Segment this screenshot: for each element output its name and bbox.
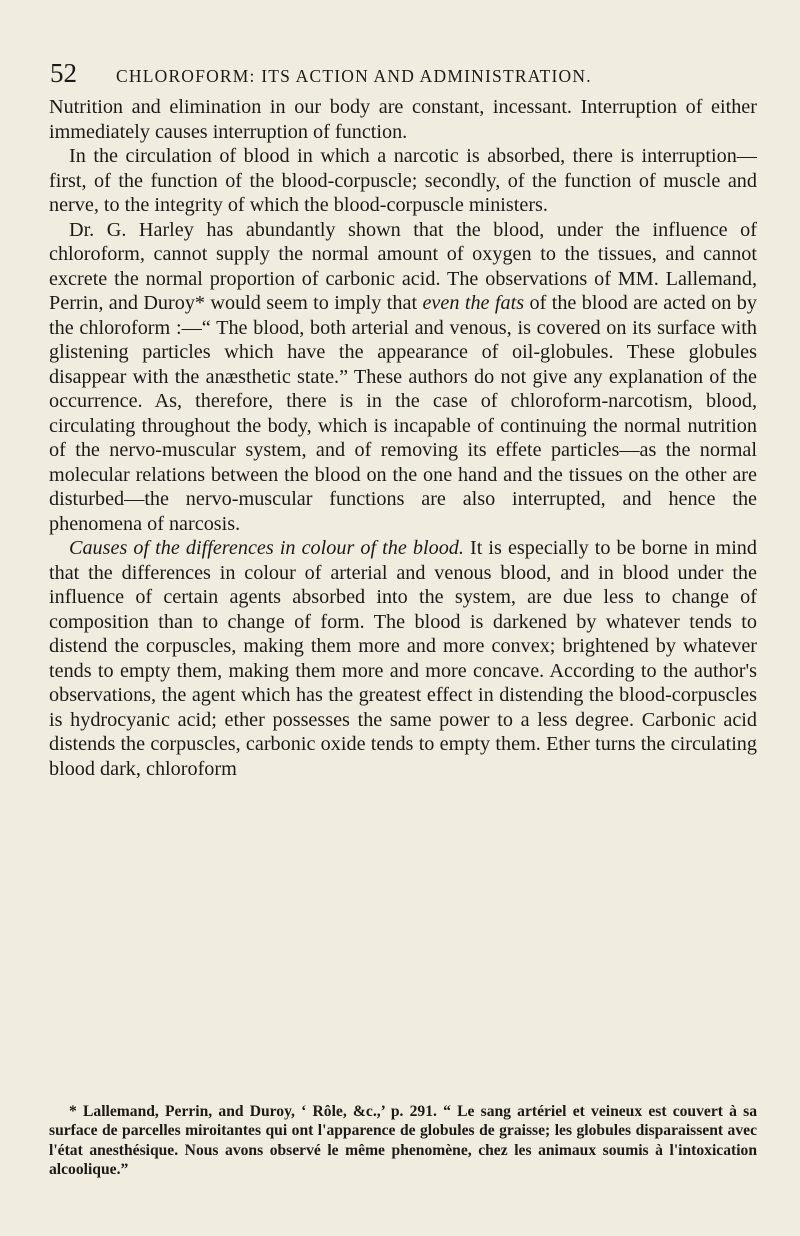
running-head: CHLOROFORM: ITS ACTION AND ADMINISTRATION. [116, 66, 592, 86]
paragraph-3-text-b: of the blood are acted on by the chloroform :—“ The blood, both arterial and venous, is covered on its surface with glistening particles which have the appearance of oil-globules. These globules disappear with the anæsthetic state.” These authors do not give any explanation of the occurrence. As, therefore, there is in the case of chloroform-narcotism, blood, circulating throughout the body, which is incapable of continuing the normal nutrition of the nervo-muscular system, and of removing its effete particles—as the normal molecular relations between the blood on the one hand and the tissues on the other are disturbed—the nervo-muscular functions are also interrupted, and hence the phenomena of narcosis. [49, 292, 757, 535]
paragraph-4-text: It is especially to be borne in mind that the differences in colour of arterial and venous blood, and in blood under the influence of certain agents absorbed into the system, are due less to change of composition than to change of form. The blood is darkened by whatever tends to distend the corpuscles, making them more and more convex; brightened by whatever tends to empty them, making them more and more concave. According to the author's observations, the agent which has the greatest effect in distending the blood-corpuscles is hydrocyanic acid; ether possesses the same power to a less degree. Carbonic acid distends the corpuscles, carbonic oxide tends to empty them. Ether turns the circulating blood dark, chloroform [49, 537, 757, 780]
paragraph-4 [49, 536, 757, 781]
page-number: 52 [50, 58, 77, 88]
page-header [50, 58, 750, 88]
paragraph-3-italic: even the fats [422, 292, 525, 314]
paragraph-3 [49, 218, 757, 537]
paragraph-3-text-a: Dr. G. Harley has abundantly shown that the blood, under the influence of chloroform, cannot supply the normal amount of oxygen to the tissues, and cannot excrete the normal proportion of carbonic acid. The observations of MM. Lallemand, Perrin, and Duroy* would seem to imply that [49, 218, 757, 314]
paragraph-2: In the circulation of blood in which a narcotic is absorbed, there is interruption—first, of the function of the blood-corpuscle; secondly, of the function of muscle and nerve, to the integrity of which the blood-corpuscle ministers. [49, 145, 757, 216]
paragraph-1: Nutrition and elimination in our body are constant, incessant. Interruption of either immediately causes interruption of function. [49, 96, 757, 143]
footnote: * Lallemand, Perrin, and Duroy, ‘ Rôle, &c.,’ p. 291. “ Le sang artériel et veineux est couvert à sa surface de parcelles miroitantes qui ont l'apparence de globules de graisse; les globules disparaissent avec l'état anesthésique. Nous avons observé le même phenomène, chez les animaux soumis à l'intoxication alcoolique.” [49, 1103, 757, 1179]
paragraph-4-sidehead: Causes of the differences in colour of the blood. [69, 537, 464, 559]
body-text [49, 95, 757, 781]
